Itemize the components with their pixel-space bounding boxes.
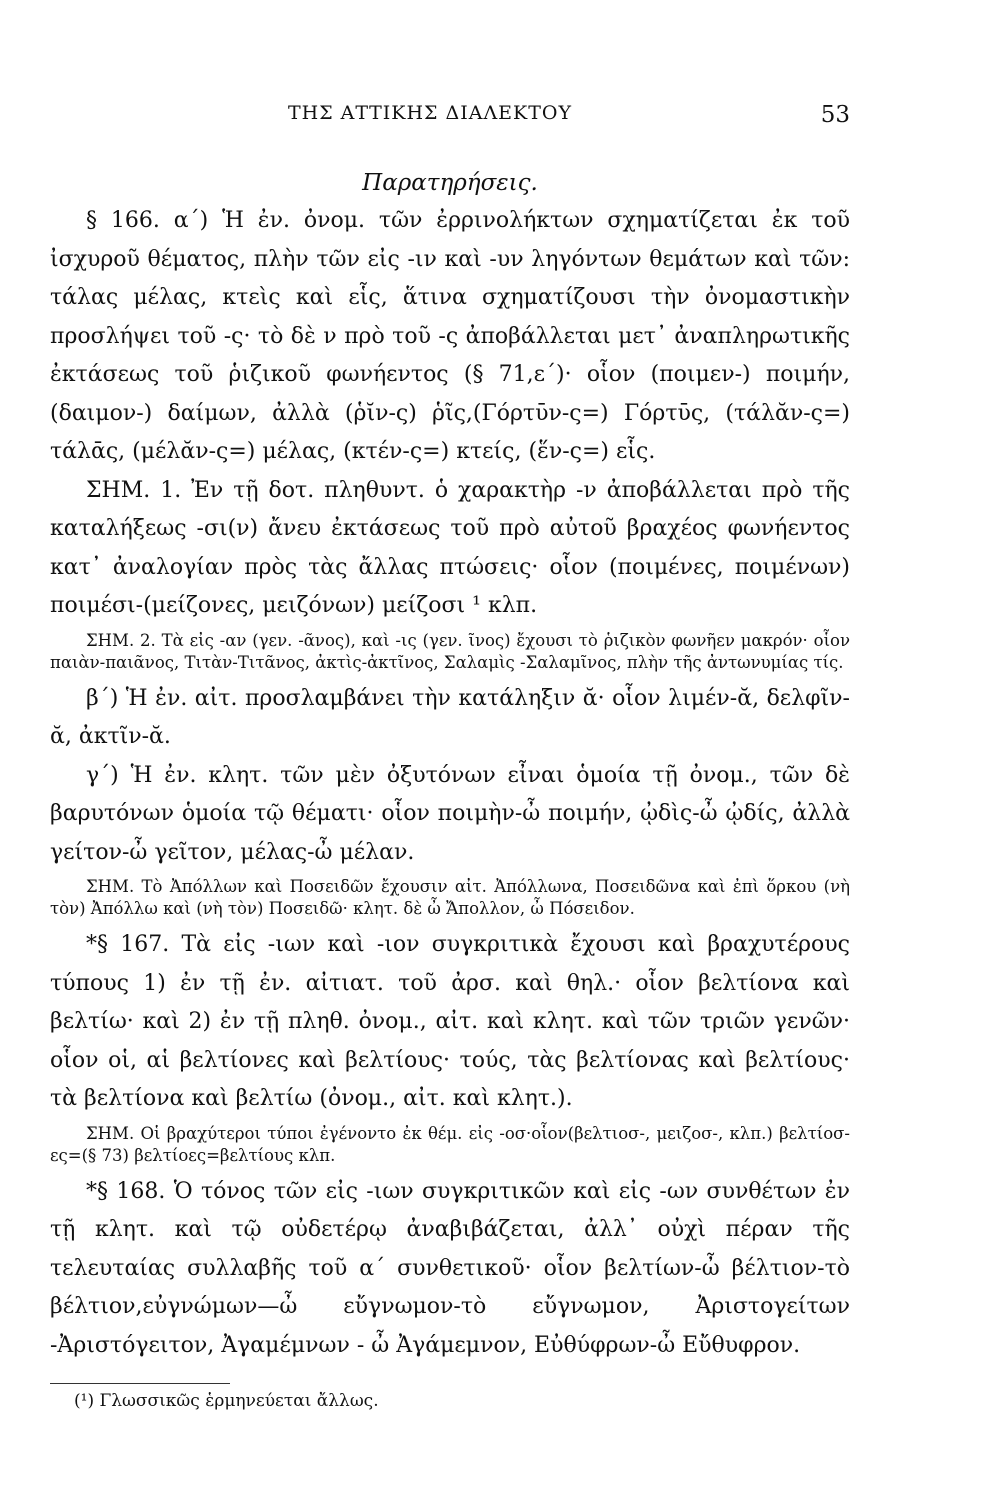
paragraph-168: *§ 168. Ὁ τόνος τῶν εἰς -ιων συγκριτικῶν καὶ εἰς -ων συνθέτων ἐν τῇ κλητ. καὶ τῷ οὐδετέρῳ ἀναβιβάζεται, ἀλλ᾿ οὐχὶ πέραν τῆς τελευταίας συλλαβῆς τοῦ α΄ συνθετικοῦ· οἷον βελτίων-ὦ βέλτιον-τὸ βέλτιον,εὐγνώμων—ὦ εὔγνωμον-τὸ εὔγνωμον, Ἀριστογείτων -Ἀριστόγειτον, Ἀγαμέμνων - ὦ Ἀγάμεμνον, Εὐθύφρων-ὦ Εὔθυφρον. bbox=[50, 1178, 850, 1358]
page-number: 53 bbox=[820, 102, 850, 128]
footnote: (¹) Γλωσσικῶς ἑρμηνεύεται ἄλλως. bbox=[74, 1391, 379, 1411]
paragraph-167: *§ 167. Τὰ εἰς -ιων καὶ -ιον συγκριτικὰ ἔχουσι καὶ βραχυτέρους τύπους 1) ἐν τῇ ἐν. αἰτιατ. τοῦ ἀρσ. καὶ θηλ.· οἷον βελτίονα καὶ βελτίω· καὶ 2) ἐν τῇ πληθ. ὀνομ., αἰτ. καὶ κλητ. καὶ τῶν τριῶν γενῶν· οἷον οἱ, αἱ βελτίονες καὶ βελτίους· τούς, τὰς βελτίονας καὶ βελτίους· τὰ βελτίονα καὶ βελτίω (ὀνομ., αἰτ. καὶ κλητ.). bbox=[50, 932, 850, 1111]
page-header bbox=[50, 90, 850, 130]
paragraph-166: § 166. α΄) Ἡ ἐν. ὀνομ. τῶν ἐρρινολήκτων σχηματίζεται ἐκ τοῦ ἰσχυροῦ θέματος, πλὴν τῶν εἰς -ιν καὶ -υν ληγόντων θεμάτων καὶ τῶν: τάλας μέλας, κτεὶς καὶ εἷς, ἅτινα σχηματίζουσι τὴν ὀνομαστικὴν προσλήψει τοῦ -ς· τὸ δὲ ν πρὸ τοῦ -ς ἀποβάλλεται μετ᾿ ἀναπληρωτικῆς ἐκτάσεως τοῦ ῥιζικοῦ φωνήεντος (§ 71,ε΄)· οἷον (ποιμεν-) ποιμήν,(δαιμον-) δαίμων, ἀλλὰ (ῥῐν-ς) ῥῖς,(Γόρτῡν-ς=) Γόρτῡς, (τάλᾰν-ς=) τάλᾱς, (μέλᾰν-ς=) μέλας, (κτέν-ς=) κτείς, (ἕν-ς=) εἷς. bbox=[50, 208, 850, 464]
book-page bbox=[50, 90, 850, 1412]
note-1: ΣΗΜ. 1. Ἐν τῇ δοτ. πληθυντ. ὁ χαρακτὴρ -ν ἀποβάλλεται πρὸ τῆς καταλήξεως -σι(ν) ἄνευ ἐκτάσεως τοῦ πρὸ αὐτοῦ βραχέος φωνήεντος κατ᾿ ἀναλογίαν πρὸς τὰς ἄλλας πτώσεις· οἷον (ποιμένες, ποιμένων) ποιμέσι-(μείζονες, μειζόνων) μείζοσι ¹ κλπ. bbox=[50, 477, 850, 618]
note-2: ΣΗΜ. 2. Τὰ εἰς -αν (γεν. -ᾶνος), καὶ -ις (γεν. ῖνος) ἔχουσι τὸ ῥιζικὸν φωνῆεν μακρόν· οἷον παιὰν-παιᾶνος, Τιτὰν-Τιτᾶνος, ἀκτὶς-ἀκτῖνος, Σαλαμὶς -Σαλαμῖνος, πλὴν τῆς ἀντωνυμίας τίς. bbox=[50, 630, 850, 672]
note-apollon: ΣΗΜ. Τὸ Ἀπόλλων καὶ Ποσειδῶν ἔχουσιν αἰτ. Ἀπόλλωνα, Ποσειδῶνα καὶ ἐπὶ ὅρκου (νὴ τὸν) Ἀπόλλω καὶ (νὴ τὸν) Ποσειδῶ· κλητ. δὲ ὦ Ἄπολλον, ὦ Πόσειδον. bbox=[50, 877, 850, 918]
footnote-divider bbox=[50, 1383, 230, 1384]
running-title: ΤΗΣ ΑΤΤΙΚΗΣ ΔΙΑΛΕΚΤΟΥ bbox=[287, 102, 573, 124]
paragraph-beta: β΄) Ἡ ἐν. αἰτ. προσλαμβάνει τὴν κατάληξιν ᾰ· οἷον λιμέν-ᾰ, δελφῖν-ᾰ, ἀκτῖν-ᾰ. bbox=[50, 685, 850, 749]
paragraph-gamma: γ΄) Ἡ ἐν. κλητ. τῶν μὲν ὀξυτόνων εἶναι ὁμοία τῇ ὀνομ., τῶν δὲ βαρυτόνων ὁμοία τῷ θέματι· οἷον ποιμὴν-ὦ ποιμήν, ᾠδὶς-ὦ ᾠδίς, ἀλλὰ γείτον-ὦ γεῖτον, μέλας-ὦ μέλαν. bbox=[50, 762, 850, 865]
section-title: Παρατηρήσεις. bbox=[362, 170, 538, 196]
note-short-forms: ΣΗΜ. Οἱ βραχύτεροι τύποι ἐγένοντο ἐκ θέμ. εἰς -οσ·οἷον(βελτιοσ-, μειζοσ-, κλπ.) βελτίοσ-ες=(§ 73) βελτίοες=βελτίους κλπ. bbox=[50, 1123, 850, 1165]
